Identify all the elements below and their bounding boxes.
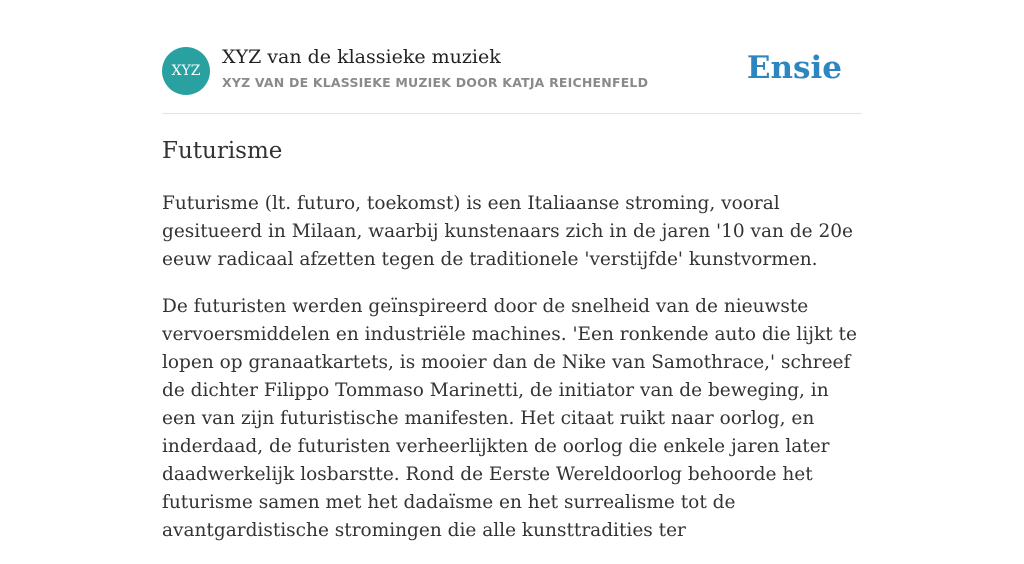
article-title: Futurisme [162,138,283,164]
book-header [162,46,862,114]
article-paragraph: Futurisme (lt. futuro, toekomst) is een Italiaanse stroming, vooral gesitueerd in Milaan, waarbij kunstenaars zich in de jaren '10 van de 20e eeuw radicaal afzetten tegen de traditionele 'verstijfde' kunstvormen. [162,193,853,270]
brand-logo[interactable]: Ensie [746,50,842,86]
article-body [162,190,867,564]
avatar[interactable]: XYZ [162,47,210,95]
book-title[interactable]: XYZ van de klassieke muziek [222,46,501,68]
article-paragraph: De futuristen werden geïnspireerd door de snelheid van de nieuwste vervoersmiddelen en industriële machines. 'Een ronkende auto die lijkt te lopen op granaatkartets, is mooier dan de Nike van Samothrace,' schreef de dichter Filippo Tommaso Marinetti, de initiator van de beweging, in een van zijn futuristische manifesten. Het citaat ruikt naar oorlog, en inderdaad, de futuristen verheerlijkten de oorlog die enkele jaren later daadwerkelijk losbarstte. Rond de Eerste Wereldoorlog behoorde het futurisme samen met het dadaïsme en het surrealisme tot de avantgardistische stromingen die alle kunsttradities ter [162,296,857,541]
book-subtitle[interactable]: XYZ VAN DE KLASSIEKE MUZIEK DOOR KATJA REICHENFELD [222,75,649,90]
